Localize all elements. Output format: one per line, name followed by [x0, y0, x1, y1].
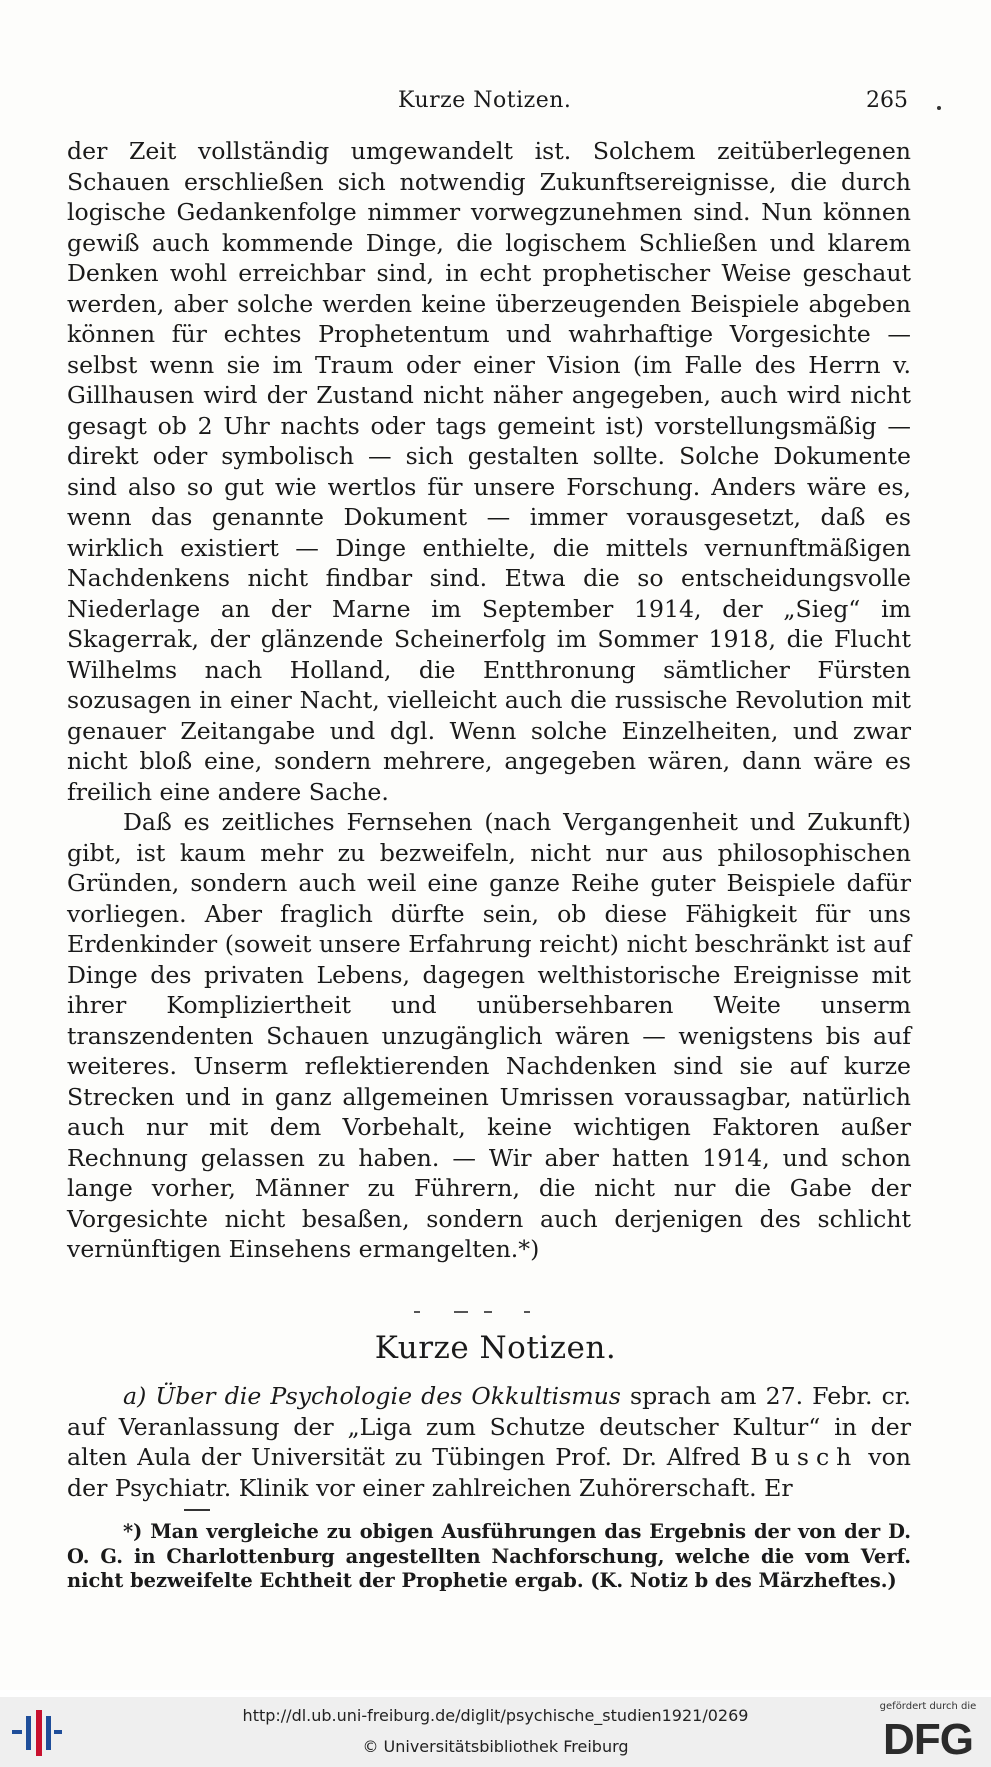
page-number: 265 — [866, 88, 908, 113]
footnote-text: *) Man vergleiche zu obigen Ausführungen das Ergebnis der von der D. O. G. in Charlottenburg angestellten Nachforschung, welche die vom Verf. nicht bezweifelte Echtheit der Prophetie ergab. (K. Notiz b des Märzheftes.) — [67, 1520, 911, 1592]
paragraph: der Zeit vollständig umgewandelt ist. Solchem zeitüberlegenen Schauen erschließen sich notwendig Zukunftsereignisse, die durch logische Gedankenfolge nimmer vorwegzunehmen sind. Nun können gewiß auch kommende Dinge, die logischem Schließen und klarem Denken wohl erreichbar sind, in echt prophetischer Weise geschaut werden, aber solche werden keine überzeugenden Beispiele abgeben können für echtes Prophetentum und wahrhaftige Vorgesichte — selbst wenn sie im Traum oder einer Vision (im Falle des Herrn v. Gillhausen wird der Zustand nicht näher angegeben, auch wird nicht gesagt ob 2 Uhr nachts oder tags gemeint ist) vorstellungsmäßig — direkt oder symbolisch — sich gestalten sollte. Solche Dokumente sind also so gut wie wertlos für unsere Forschung. Anders wäre es, wenn das genannte Dokument — immer vorausgesetzt, daß es wirklich existiert — Dinge enthielte, die mittels vernunftmäßigen Nachdenkens nicht findbar sind. Etwa die so entscheidungsvolle Niederlage an der Marne im September 1914, der „Sieg“ im Skagerrak, der glänzende Scheinerfolg im Sommer 1918, die Flucht Wilhelms nach Holland, die Entthronung sämtlicher Fürsten sozusagen in einer Nacht, vielleicht auch die russische Revolution mit genauer Zeitangabe und dgl. Wenn solche Einzelheiten, und zwar nicht bloß eine, sondern mehrere, angegeben wären, dann wäre es freilich eine andere Sache. — [67, 137, 911, 806]
body-text — [67, 136, 911, 1265]
note-a — [67, 1381, 911, 1503]
section-heading: Kurze Notizen. — [374, 1330, 617, 1366]
ink-speck — [937, 106, 941, 110]
note-a-text: sprach am 27. Febr. cr. auf Veranlassung der „Liga zum Schutze deutscher Kultur“ in der alten Aula der Universität zu Tübingen Prof. Dr. Alfred — [67, 1382, 911, 1471]
note-a-label: a) Über die Psychologie des Okkultismus — [123, 1382, 621, 1410]
source-url-link[interactable]: http://dl.ub.uni-freiburg.de/diglit/psychische_studien1921/0269 — [242, 1706, 749, 1725]
dfg-logo-mark: DFG — [883, 1715, 973, 1764]
footer-bar — [0, 1697, 991, 1767]
paragraph: Daß es zeitliches Fernsehen (nach Vergangenheit und Zukunft) gibt, ist kaum mehr zu bezweifeln, nicht nur aus philosophischen Gründen, sondern auch weil eine ganze Reihe guter Beispiele dafür vorliegen. Aber fraglich dürfte sein, ob diese Fähigkeit für uns Erdenkinder (soweit unsere Erfahrung reicht) nicht beschränkt ist auf Dinge des privaten Lebens, dagegen welthistorische Ereignisse mit ihrer Kompliziertheit und unübersehbaren Weite unserm transzendenten Schauen unzugänglich wären — wenigstens bis auf weiteres. Unserm reflektierenden Nachdenken sind sie auf kurze Strecken und in ganz allgemeinen Umrissen voraussagbar, natürlich auch nur mit dem Vorbehalt, keine wichtigen Faktoren außer Rechnung gelassen zu haben. — Wir aber hatten 1914, und schon lange vorher, Männer zu Führern, die nicht nur die Gabe der Vorgesichte nicht besaßen, sondern auch derjenigen des schlicht vernünftigen Einsehens ermangelten.*) — [67, 808, 911, 1263]
running-head-title: Kurze Notizen. — [398, 88, 572, 113]
section-ornament — [414, 1311, 564, 1315]
copyright-text: © Universitätsbibliothek Freiburg — [362, 1737, 629, 1756]
funding-note: gefördert durch die — [879, 1701, 977, 1712]
notes-section — [67, 1381, 911, 1503]
footnote — [67, 1520, 911, 1594]
footnote-rule — [184, 1509, 210, 1511]
running-head — [0, 88, 991, 124]
note-a-text-end: von der Psychiatr. Klinik vor einer zahlreichen Zuhörerschaft. Er — [67, 1443, 911, 1502]
author-name: Busch — [750, 1443, 859, 1471]
dfg-logo — [872, 1699, 984, 1765]
